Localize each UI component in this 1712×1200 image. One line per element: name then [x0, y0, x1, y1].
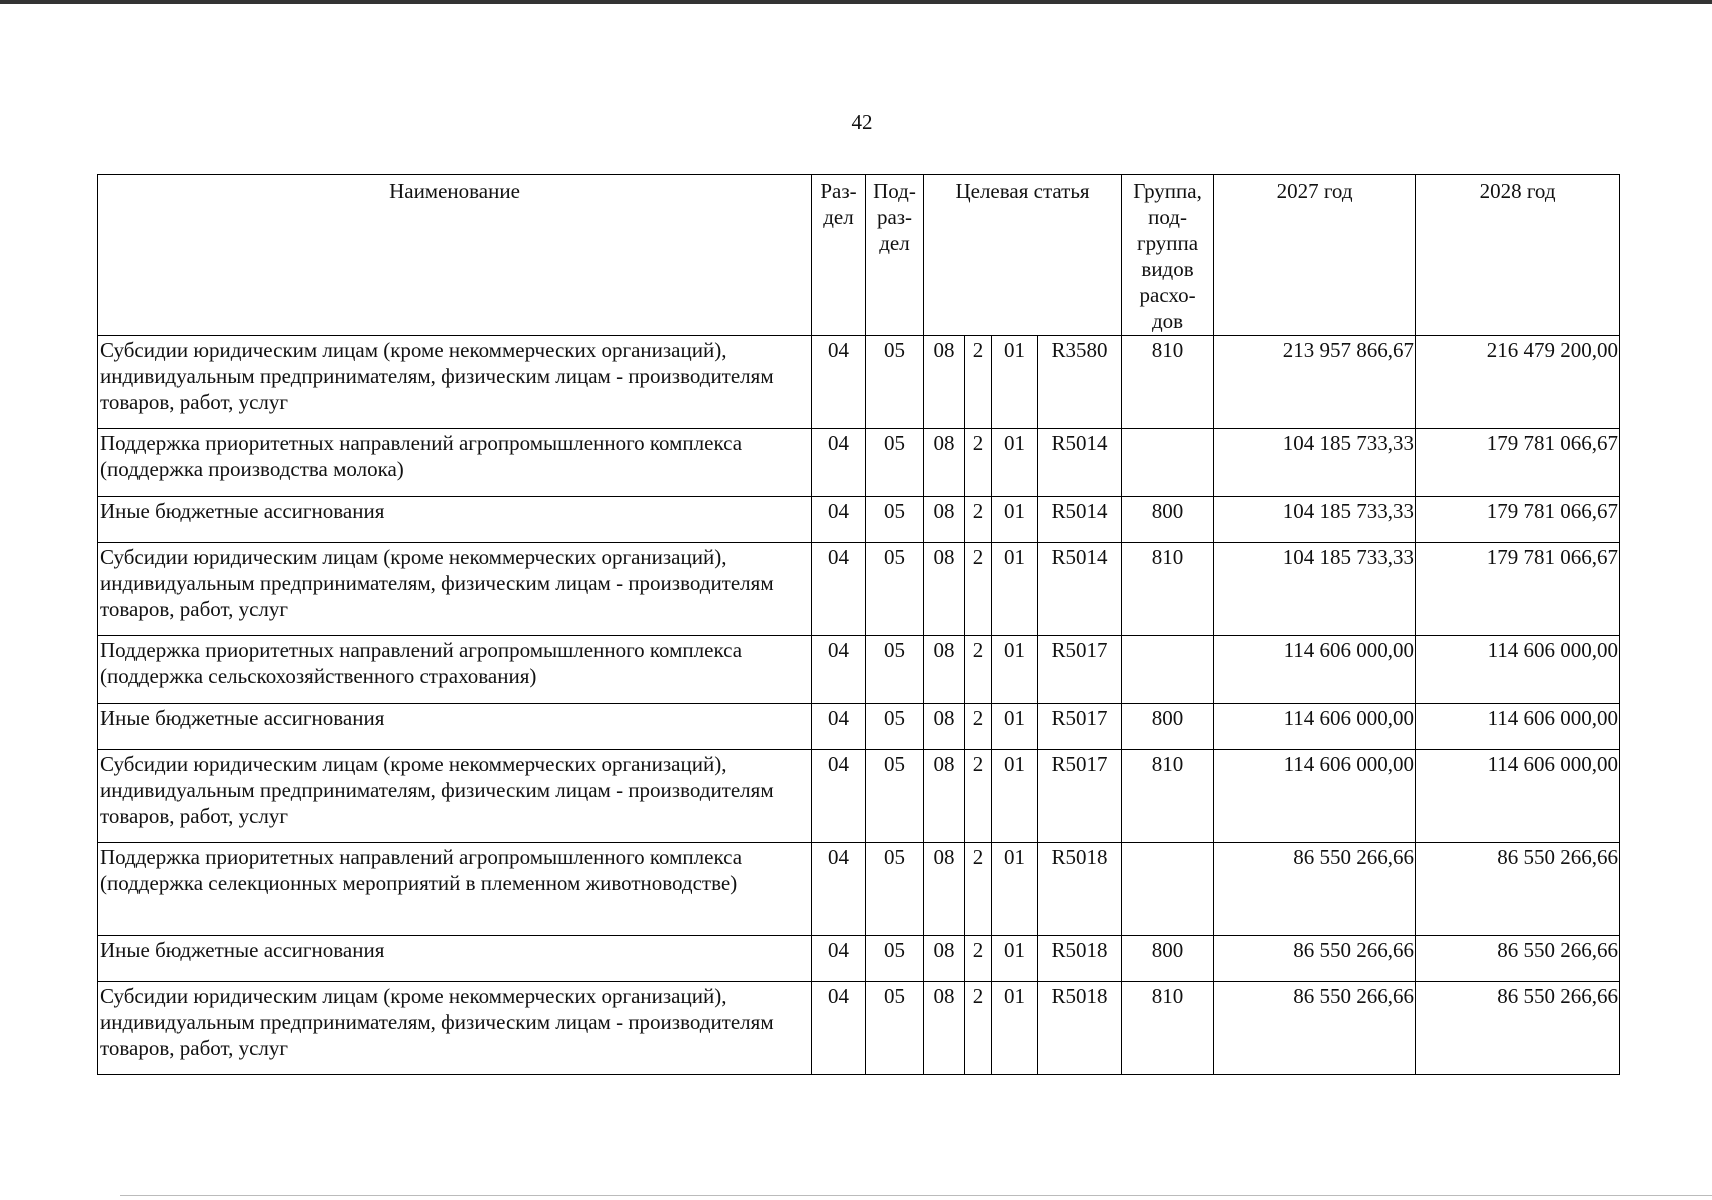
- cell-target-subprogram: 2: [965, 750, 992, 843]
- cell-expense-group: 810: [1122, 336, 1214, 429]
- cell-target-event: 01: [992, 429, 1038, 497]
- cell-target-program: 08: [924, 982, 965, 1075]
- cell-target-program: 08: [924, 336, 965, 429]
- cell-target-code: R5018: [1038, 982, 1122, 1075]
- cell-subsection: 05: [866, 543, 924, 636]
- cell-amount-2028: 216 479 200,00: [1416, 336, 1620, 429]
- cell-amount-2028: 86 550 266,66: [1416, 843, 1620, 936]
- cell-amount-2028: 114 606 000,00: [1416, 636, 1620, 704]
- cell-target-code: R5017: [1038, 636, 1122, 704]
- cell-amount-2028: 179 781 066,67: [1416, 429, 1620, 497]
- cell-subsection: 05: [866, 750, 924, 843]
- cell-target-event: 01: [992, 750, 1038, 843]
- budget-table: [97, 174, 1620, 1075]
- cell-target-event: 01: [992, 843, 1038, 936]
- table-row: [98, 543, 1620, 636]
- cell-subsection: 05: [866, 704, 924, 750]
- cell-expense-group: 800: [1122, 936, 1214, 982]
- cell-target-program: 08: [924, 497, 965, 543]
- cell-subsection: 05: [866, 936, 924, 982]
- cell-section: 04: [812, 936, 866, 982]
- cell-amount-2028: 179 781 066,67: [1416, 497, 1620, 543]
- cell-section: 04: [812, 750, 866, 843]
- cell-target-program: 08: [924, 429, 965, 497]
- table-row: [98, 429, 1620, 497]
- header-expense-group: Группа, под- группа видов расхо- дов: [1122, 175, 1214, 336]
- page-bottom-edge: [120, 1195, 1712, 1196]
- cell-expense-group: [1122, 636, 1214, 704]
- cell-section: 04: [812, 336, 866, 429]
- cell-name: Иные бюджетные ассигнования: [98, 497, 812, 543]
- table-body: [98, 336, 1620, 1075]
- cell-target-code: R5018: [1038, 843, 1122, 936]
- cell-expense-group: [1122, 429, 1214, 497]
- cell-section: 04: [812, 704, 866, 750]
- page-number: 42: [851, 110, 873, 134]
- cell-amount-2028: 86 550 266,66: [1416, 936, 1620, 982]
- header-year-2028: 2028 год: [1416, 175, 1620, 336]
- table-row: [98, 497, 1620, 543]
- header-row: [98, 175, 1620, 336]
- cell-amount-2028: 114 606 000,00: [1416, 704, 1620, 750]
- cell-target-code: R5018: [1038, 936, 1122, 982]
- cell-section: 04: [812, 497, 866, 543]
- cell-expense-group: 810: [1122, 982, 1214, 1075]
- header-name: Наименование: [98, 175, 812, 336]
- cell-amount-2027: 213 957 866,67: [1214, 336, 1416, 429]
- cell-target-event: 01: [992, 704, 1038, 750]
- cell-target-subprogram: 2: [965, 336, 992, 429]
- table-row: [98, 336, 1620, 429]
- cell-amount-2028: 86 550 266,66: [1416, 982, 1620, 1075]
- cell-name: Поддержка приоритетных направлений агропромышленного комплекса (поддержка сельскохозяйственного страхования): [98, 636, 812, 704]
- cell-name: Субсидии юридическим лицам (кроме некоммерческих организаций), индивидуальным предпринимателям, физическим лицам - производителям товаров, работ, услуг: [98, 982, 812, 1075]
- cell-target-code: R3580: [1038, 336, 1122, 429]
- page-top-edge: [0, 0, 1712, 4]
- cell-expense-group: 810: [1122, 543, 1214, 636]
- cell-amount-2027: 86 550 266,66: [1214, 982, 1416, 1075]
- header-target-article: Целевая статья: [924, 175, 1122, 336]
- cell-target-program: 08: [924, 543, 965, 636]
- cell-section: 04: [812, 543, 866, 636]
- cell-target-subprogram: 2: [965, 497, 992, 543]
- cell-target-subprogram: 2: [965, 429, 992, 497]
- cell-target-program: 08: [924, 750, 965, 843]
- cell-target-subprogram: 2: [965, 936, 992, 982]
- cell-target-subprogram: 2: [965, 843, 992, 936]
- cell-expense-group: 800: [1122, 704, 1214, 750]
- cell-section: 04: [812, 429, 866, 497]
- cell-target-code: R5014: [1038, 497, 1122, 543]
- cell-target-subprogram: 2: [965, 636, 992, 704]
- cell-name: Иные бюджетные ассигнования: [98, 936, 812, 982]
- cell-section: 04: [812, 982, 866, 1075]
- cell-target-subprogram: 2: [965, 704, 992, 750]
- cell-amount-2027: 86 550 266,66: [1214, 843, 1416, 936]
- cell-amount-2028: 114 606 000,00: [1416, 750, 1620, 843]
- cell-target-code: R5017: [1038, 704, 1122, 750]
- cell-target-program: 08: [924, 636, 965, 704]
- cell-target-event: 01: [992, 497, 1038, 543]
- header-year-2027: 2027 год: [1214, 175, 1416, 336]
- cell-name: Поддержка приоритетных направлений агропромышленного комплекса (поддержка селекционных мероприятий в племенном животноводстве): [98, 843, 812, 936]
- cell-name: Поддержка приоритетных направлений агропромышленного комплекса (поддержка производства молока): [98, 429, 812, 497]
- cell-target-event: 01: [992, 336, 1038, 429]
- header-section: Раз- дел: [812, 175, 866, 336]
- cell-target-program: 08: [924, 936, 965, 982]
- cell-amount-2027: 104 185 733,33: [1214, 543, 1416, 636]
- table-row: [98, 982, 1620, 1075]
- cell-expense-group: 810: [1122, 750, 1214, 843]
- cell-amount-2027: 104 185 733,33: [1214, 497, 1416, 543]
- cell-amount-2027: 114 606 000,00: [1214, 704, 1416, 750]
- table-row: [98, 936, 1620, 982]
- table-row: [98, 750, 1620, 843]
- cell-target-code: R5014: [1038, 429, 1122, 497]
- cell-subsection: 05: [866, 843, 924, 936]
- cell-expense-group: [1122, 843, 1214, 936]
- table-row: [98, 843, 1620, 936]
- cell-target-subprogram: 2: [965, 543, 992, 636]
- cell-amount-2027: 104 185 733,33: [1214, 429, 1416, 497]
- cell-target-code: R5014: [1038, 543, 1122, 636]
- cell-subsection: 05: [866, 982, 924, 1075]
- cell-target-program: 08: [924, 704, 965, 750]
- cell-section: 04: [812, 636, 866, 704]
- cell-name: Субсидии юридическим лицам (кроме некоммерческих организаций), индивидуальным предпринимателям, физическим лицам - производителям товаров, работ, услуг: [98, 750, 812, 843]
- table-row: [98, 704, 1620, 750]
- cell-target-event: 01: [992, 543, 1038, 636]
- cell-subsection: 05: [866, 497, 924, 543]
- cell-section: 04: [812, 843, 866, 936]
- cell-amount-2028: 179 781 066,67: [1416, 543, 1620, 636]
- cell-amount-2027: 114 606 000,00: [1214, 750, 1416, 843]
- cell-subsection: 05: [866, 636, 924, 704]
- cell-target-code: R5017: [1038, 750, 1122, 843]
- cell-expense-group: 800: [1122, 497, 1214, 543]
- cell-name: Субсидии юридическим лицам (кроме некоммерческих организаций), индивидуальным предпринимателям, физическим лицам - производителям товаров, работ, услуг: [98, 543, 812, 636]
- cell-amount-2027: 114 606 000,00: [1214, 636, 1416, 704]
- cell-amount-2027: 86 550 266,66: [1214, 936, 1416, 982]
- cell-name: Субсидии юридическим лицам (кроме некоммерческих организаций), индивидуальным предпринимателям, физическим лицам - производителям товаров, работ, услуг: [98, 336, 812, 429]
- header-subsection: Под- раз- дел: [866, 175, 924, 336]
- cell-target-event: 01: [992, 982, 1038, 1075]
- cell-target-program: 08: [924, 843, 965, 936]
- cell-target-subprogram: 2: [965, 982, 992, 1075]
- cell-subsection: 05: [866, 429, 924, 497]
- cell-target-event: 01: [992, 636, 1038, 704]
- table-row: [98, 636, 1620, 704]
- cell-target-event: 01: [992, 936, 1038, 982]
- cell-name: Иные бюджетные ассигнования: [98, 704, 812, 750]
- cell-subsection: 05: [866, 336, 924, 429]
